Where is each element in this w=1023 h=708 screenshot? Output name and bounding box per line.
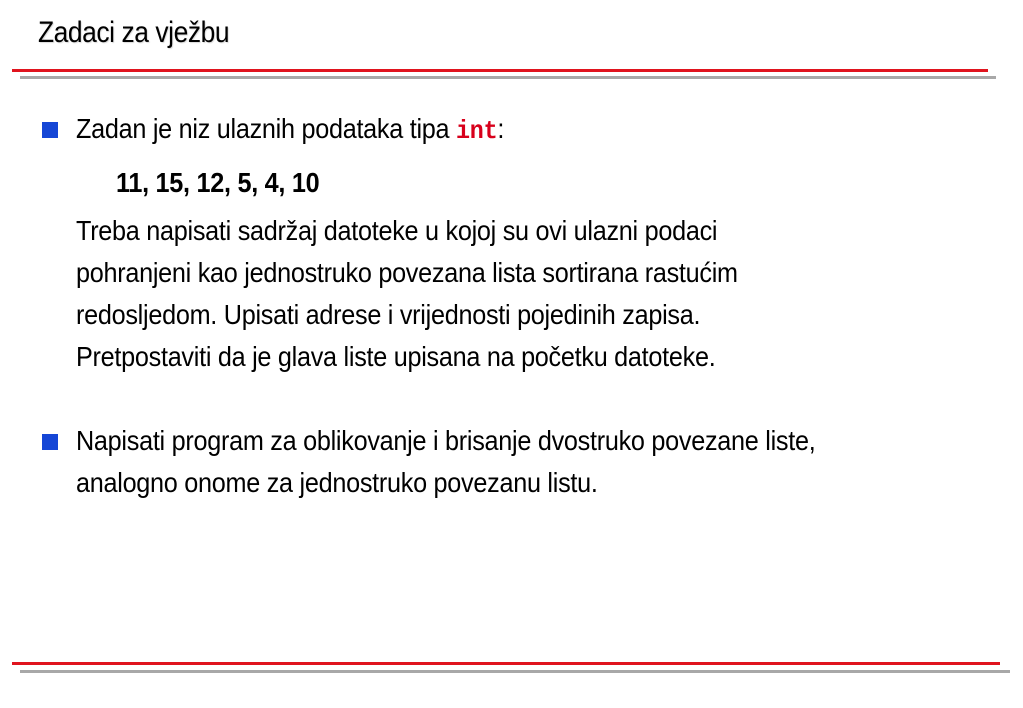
bullet-item-1 <box>38 108 998 152</box>
number-sequence-text: 11, 15, 12, 5, 4, 10 <box>116 167 320 198</box>
title-rule-red <box>12 69 988 72</box>
paragraph-line: Treba napisati sadržaj datoteke u kojoj su ovi ulazni podaci <box>76 215 718 246</box>
footer-rule-gray <box>20 670 1010 673</box>
paragraph-line: redosljedom. Upisati adrese i vrijednosti pojedinih zapisa. <box>76 299 701 330</box>
title-rule-gray <box>20 76 996 79</box>
paragraph-line: pohranjeni kao jednostruko povezana lista sortirana rastućim <box>76 257 738 288</box>
bullet-2-line: analogno onome za jednostruko povezanu listu. <box>76 467 598 498</box>
slide-title: Zadaci za vježbu <box>38 16 230 49</box>
task-paragraph <box>76 210 998 378</box>
bullet-item-2 <box>38 420 998 504</box>
bullet-1-heading <box>76 108 504 152</box>
bullet-1-text: Zadan je niz ulaznih podataka tipa <box>76 113 457 144</box>
int-keyword: int <box>456 116 498 146</box>
paragraph-line: Pretpostaviti da je glava liste upisana na početku datoteke. <box>76 341 716 372</box>
number-sequence <box>116 162 998 204</box>
bullet-1-colon: : <box>497 113 505 144</box>
bullet-square-icon <box>42 122 58 138</box>
footer-rule-red <box>12 662 1000 665</box>
bullet-square-icon <box>42 434 58 450</box>
bullet-2-line: Napisati program za oblikovanje i brisanje dvostruko povezane liste, <box>76 425 816 456</box>
slide-content <box>38 108 998 504</box>
